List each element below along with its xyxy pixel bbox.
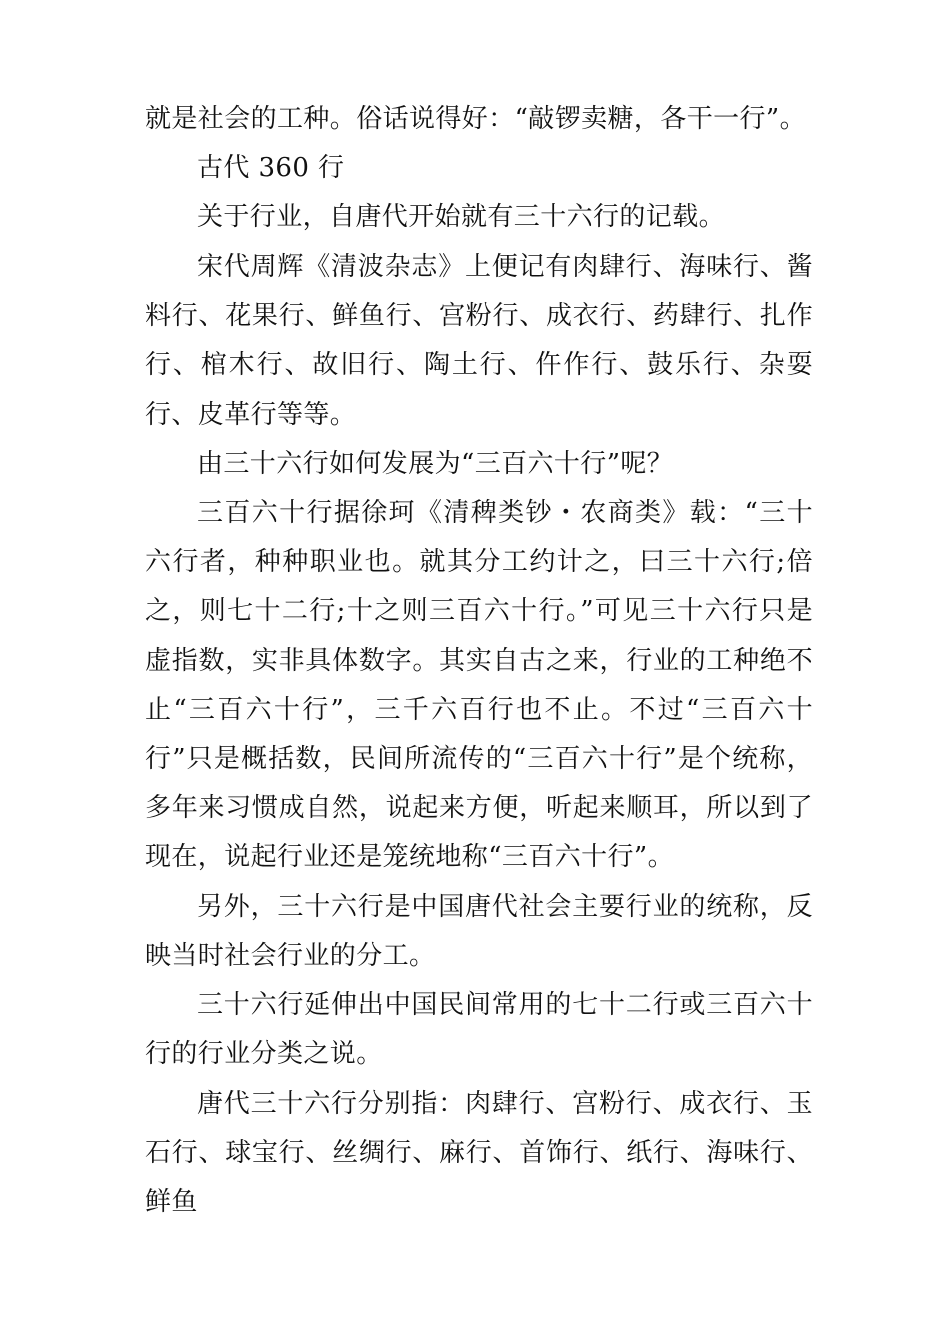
paragraph-1: 就是社会的工种。俗话说得好：“敲锣卖糖，各干一行”。: [145, 104, 806, 134]
paragraph-8: 三十六行延伸出中国民间常用的七十二行或三百六十行的行业分类之说。: [145, 990, 813, 1070]
paragraph-6: 三百六十行据徐珂《清稗类钞・农商类》载：“三十六行者，种种职业也。就其分工约计之，曰三十六行;倍之，则七十二行;十之则三百六十行。”可见三十六行只是虚指数，实非具体数字。其实自古之来，行业的工种绝不止“三百六十行”，三千六百行也不止。不过“三百六十行”只是概括数，民间所流传的“三百六十行”是个统称，多年来习惯成自然，说起来方便，听起来顺耳，所以到了现在，说起行业还是笼统地称“三百六十行”。: [145, 498, 813, 873]
section-heading: 古代 360 行: [197, 153, 345, 183]
paragraph-3: 关于行业，自唐代开始就有三十六行的记载。: [197, 202, 726, 232]
paragraph-7: 另外，三十六行是中国唐代社会主要行业的统称，反映当时社会行业的分工。: [145, 892, 813, 972]
paragraph-5: 由三十六行如何发展为“三百六十行”呢？: [197, 449, 674, 479]
paragraph-9: 唐代三十六行分别指：肉肆行、宫粉行、成衣行、玉石行、球宝行、丝绸行、麻行、首饰行、纸行、海味行、鲜鱼: [145, 1089, 813, 1218]
paragraph-4: 宋代周辉《清波杂志》上便记有肉肆行、海味行、酱料行、花果行、鲜鱼行、宫粉行、成衣行、药肆行、扎作行、棺木行、故旧行、陶土行、仵作行、鼓乐行、杂耍行、皮革行等等。: [145, 252, 813, 430]
